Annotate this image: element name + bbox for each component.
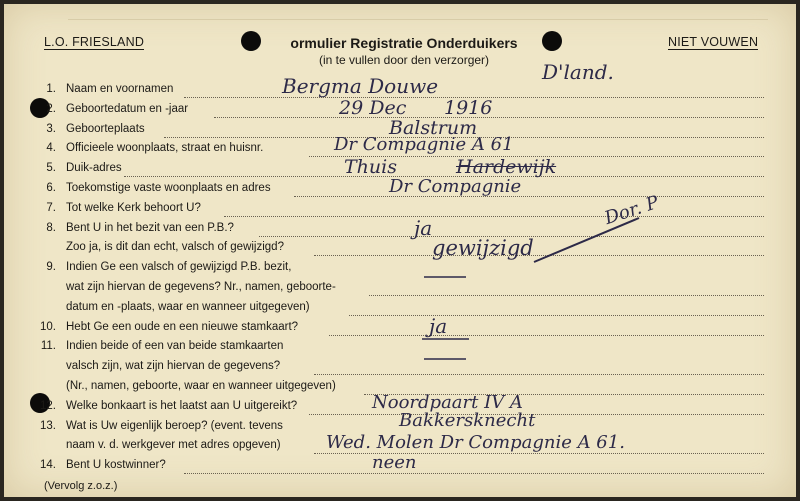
field-number: 11. <box>40 340 56 352</box>
field-label: valsch zijn, wat zijn hiervan de gegevens? <box>66 360 281 372</box>
continued-overleaf-note: (Vervolg z.o.z.) <box>44 480 118 492</box>
pen-strokes <box>4 4 796 497</box>
stamkaart-entry: ja <box>429 314 448 338</box>
field-number: 10. <box>40 321 56 333</box>
profession-entry: Bakkersknecht <box>399 410 536 431</box>
breadwinner-entry: neen <box>372 452 417 473</box>
field-number: 4. <box>46 142 56 154</box>
field-label: Indien Ge een valsch of gewijzigd P.B. bezit, <box>66 261 292 273</box>
field-label: Geboorteplaats <box>66 123 145 135</box>
field-number: 5. <box>46 162 56 174</box>
field-number: 2. <box>46 103 56 115</box>
do-not-fold-notice: NIET VOUWEN <box>668 35 759 49</box>
field-label: Toekomstige vaste woonplaats en adres <box>66 182 271 194</box>
hide-address-struck-entry: Hardewijk <box>456 156 557 178</box>
field-label: Geboortedatum en -jaar <box>66 103 189 115</box>
field-number: 12. <box>40 400 56 412</box>
pb-type-entry: gewijzigd <box>432 236 534 260</box>
form-subtitle: (in te vullen door den verzorger) <box>318 53 490 67</box>
field-label: Naam en voornamen <box>66 83 174 95</box>
field-number: 3. <box>46 123 56 135</box>
field-label: Zoo ja, is dit dan echt, valsch of gewijzigd? <box>66 241 284 253</box>
pb-entry: ja <box>414 216 433 240</box>
registration-form-card <box>4 4 796 497</box>
hide-address-entry: Thuis <box>344 156 397 178</box>
birthyear-entry: 1916 <box>444 97 493 119</box>
field-number: 9. <box>46 261 56 273</box>
field-label: Duik-adres <box>66 162 122 174</box>
field-label: Tot welke Kerk behoort U? <box>66 202 201 214</box>
future-address-entry: Dr Compagnie <box>389 176 522 197</box>
field-number: 8. <box>46 222 56 234</box>
birthplace-entry: Balstrum <box>389 117 478 139</box>
field-label: Indien beide of een van beide stamkaarten <box>66 340 284 352</box>
corner-annotation: D'land. <box>542 60 614 84</box>
field-label: (Nr., namen, geboorte, waar en wanneer uitgegeven) <box>66 380 336 392</box>
field-label: datum en -plaats, waar en wanneer uitgegeven) <box>66 301 310 313</box>
field-number: 6. <box>46 182 56 194</box>
employer-entry: Wed. Molen Dr Compagnie A 61. <box>326 432 625 453</box>
field-number: 1. <box>46 83 56 95</box>
pen-stroke <box>534 218 639 262</box>
field-label: Hebt Ge een oude en een nieuwe stamkaart? <box>66 321 299 333</box>
field-label: Bent U in het bezit van een P.B.? <box>66 222 234 234</box>
margin-note: Dor. P <box>602 191 662 230</box>
field-label: Welke bonkaart is het laatst aan U uitgereikt? <box>66 400 298 412</box>
field-label: wat zijn hiervan de gegevens? Nr., namen, geboorte- <box>66 281 336 293</box>
field-label: Wat is Uw eigenlijk beroep? (event. tevens <box>66 420 283 432</box>
field-label: naam v. d. werkgever met adres opgeven) <box>66 439 281 451</box>
bonkaart-entry: Noordpaart IV A <box>372 392 523 413</box>
field-label: Officieele woonplaats, straat en huisnr. <box>66 142 264 154</box>
field-number: 13. <box>40 420 56 432</box>
field-number: 14. <box>40 459 56 471</box>
org-header: L.O. FRIESLAND <box>44 35 145 49</box>
form-title: ormulier Registratie Onderduikers <box>290 35 518 51</box>
residence-entry: Dr Compagnie A 61 <box>334 134 514 155</box>
field-number: 7. <box>46 202 56 214</box>
field-label: Bent U kostwinner? <box>66 459 166 471</box>
name-entry: Bergma Douwe <box>282 74 439 98</box>
birthdate-entry: 29 Dec <box>339 97 407 119</box>
